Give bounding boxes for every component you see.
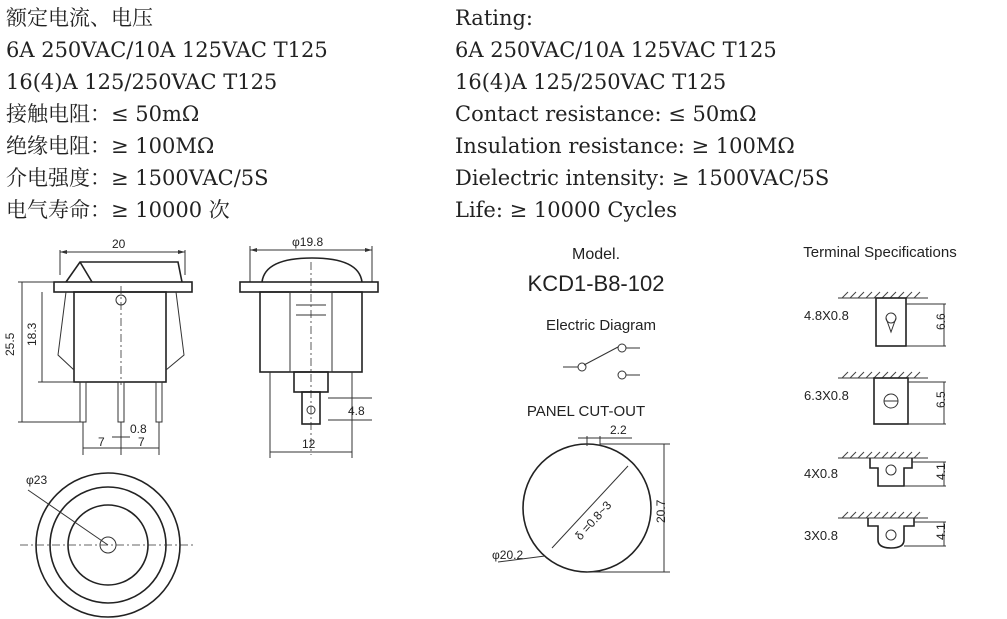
spec-title-cn: 额定电流、电压 <box>6 6 153 30</box>
terminal-row <box>804 372 948 424</box>
terminal-row <box>804 292 948 346</box>
dim-cutout-height: 20.7 <box>654 499 668 523</box>
panel-cutout-title: PANEL CUT-OUT <box>526 403 646 420</box>
electric-diagram-title: Electric Diagram <box>545 317 657 334</box>
terminal-height: 6.6 <box>934 313 948 330</box>
spec-rating-2-cn: 16(4)A 125/250VAC T125 <box>6 70 278 94</box>
top-view <box>20 473 196 617</box>
model-block <box>528 246 665 334</box>
spec-life-cn: 电气寿命：≥ 10000 次 <box>6 198 230 222</box>
terminal-size: 6.3X0.8 <box>804 388 849 403</box>
terminal-height: 4.1 <box>934 463 948 480</box>
terminal-specifications <box>803 244 956 548</box>
terminal-size: 4X0.8 <box>804 466 838 481</box>
dim-cutout-thickness: δ =0.8~3 <box>572 498 615 543</box>
terminal-size: 4.8X0.8 <box>804 308 849 323</box>
terminal-specs-title: Terminal Specifications <box>803 244 957 261</box>
terminal-row <box>804 512 948 548</box>
model-label: Model. <box>571 246 621 263</box>
dim-cutout-flat: 2.2 <box>610 423 627 437</box>
spec-contact-cn: 接触电阻：≤ 50mΩ <box>6 102 200 126</box>
spec-rating-1-en: 6A 250VAC/10A 125VAC T125 <box>455 38 777 62</box>
spec-insulation-en: Insulation resistance: ≥ 100MΩ <box>455 134 795 158</box>
terminal-height: 6.5 <box>934 391 948 408</box>
terminal-height: 4.1 <box>934 523 948 540</box>
dim-cutout-diameter: φ20.2 <box>492 548 524 562</box>
side-view <box>3 237 192 455</box>
spec-rating-1-cn: 6A 250VAC/10A 125VAC T125 <box>6 38 328 62</box>
spec-life-en: Life: ≥ 10000 Cycles <box>455 198 677 222</box>
spec-insulation-cn: 绝缘电阻：≥ 100MΩ <box>6 134 215 158</box>
terminal-size: 3X0.8 <box>804 528 838 543</box>
dim-end-diameter: φ19.8 <box>292 235 324 249</box>
terminal-row <box>804 452 948 486</box>
dim-pin-width: 0.8 <box>130 422 147 436</box>
panel-cutout <box>492 403 670 572</box>
spec-contact-en: Contact resistance: ≤ 50mΩ <box>455 102 757 126</box>
dim-height-body: 18.3 <box>25 322 39 346</box>
spec-rating-2-en: 16(4)A 125/250VAC T125 <box>455 70 727 94</box>
spec-dielectric-cn: 介电强度：≥ 1500VAC/5S <box>6 166 269 190</box>
model-value: KCD1-B8-102 <box>527 271 665 296</box>
dim-end-base-width: 12 <box>302 437 316 451</box>
dim-pin-pitch-right: 7 <box>138 435 145 449</box>
dim-top-diameter: φ23 <box>26 473 48 487</box>
spec-dielectric-en: Dielectric intensity: ≥ 1500VAC/5S <box>455 166 830 190</box>
spec-title-en: Rating: <box>455 6 534 30</box>
dim-end-pin-width: 4.8 <box>348 404 365 418</box>
dim-width: 20 <box>112 237 126 251</box>
electric-diagram <box>563 344 640 379</box>
end-view <box>240 235 378 458</box>
dim-height-total: 25.5 <box>3 332 17 356</box>
dim-pin-pitch-left: 7 <box>98 435 105 449</box>
